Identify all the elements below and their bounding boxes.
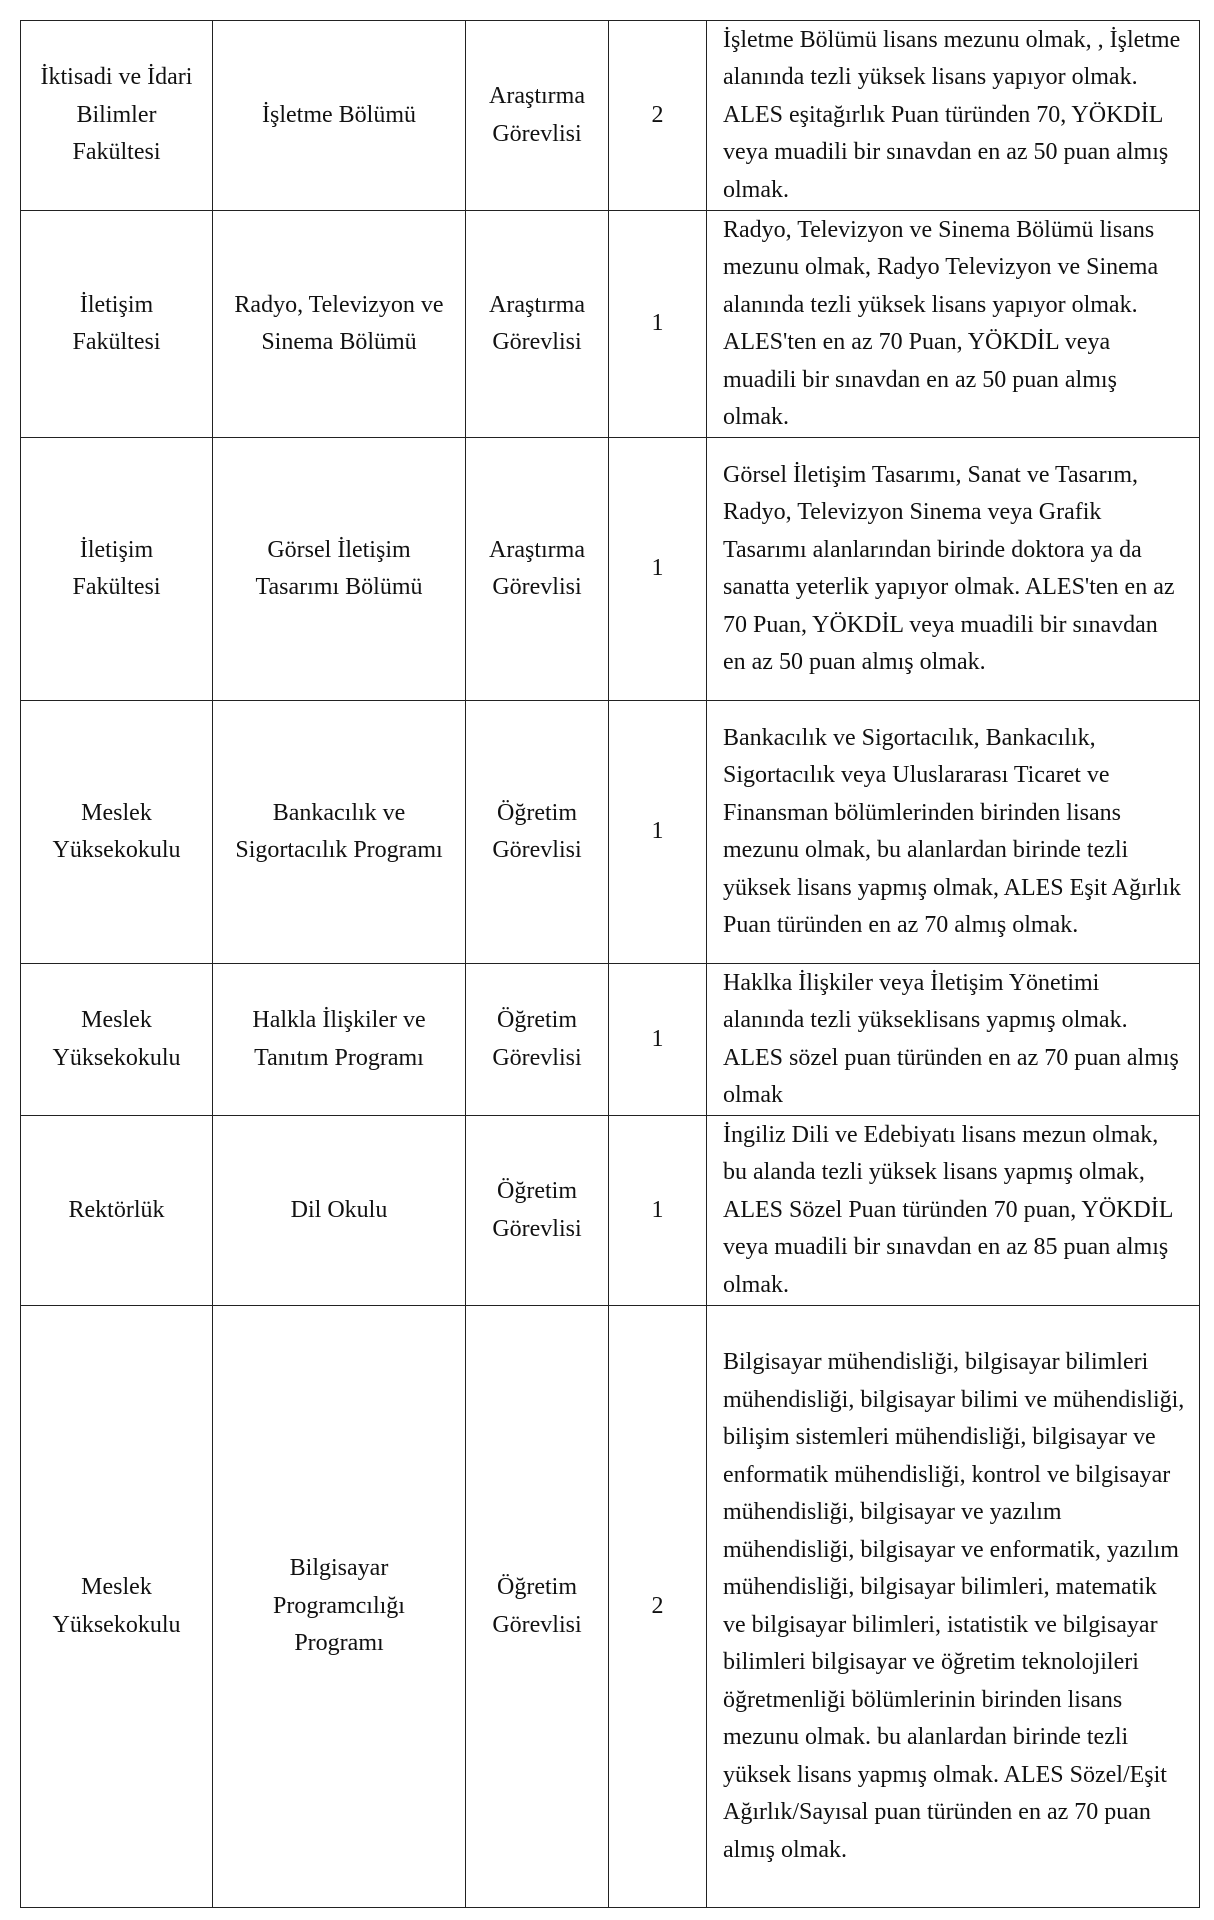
count-cell: 1 — [609, 964, 707, 1116]
title-cell: Öğretim Görevlisi — [466, 701, 609, 964]
count-cell: 1 — [609, 1116, 707, 1306]
requirements-cell: İngiliz Dili ve Edebiyatı lisans mezun olmak, bu alanda tezli yüksek lisans yapmış olmak, ALES Sözel Puan türünden 70 puan, YÖKDİL veya muadili bir sınavdan en az 85 puan almış olmak. — [707, 1116, 1200, 1306]
unit-cell: İletişim Fakültesi — [21, 211, 213, 438]
unit-cell: İletişim Fakültesi — [21, 438, 213, 701]
department-cell: İşletme Bölümü — [213, 21, 466, 211]
count-cell: 2 — [609, 21, 707, 211]
positions-table — [20, 20, 1200, 1908]
requirements-cell: Bankacılık ve Sigortacılık, Bankacılık, Sigortacılık veya Uluslararası Ticaret ve Finansman bölümlerinden birinden lisans mezunu olmak, bu alanlardan birinde tezli yüksek lisans yapmış olmak, ALES Eşit Ağırlık Puan türünden en az 70 almış olmak. — [707, 701, 1200, 964]
department-cell: Radyo, Televizyon ve Sinema Bölümü — [213, 211, 466, 438]
title-cell: Araştırma Görevlisi — [466, 438, 609, 701]
title-cell: Öğretim Görevlisi — [466, 1306, 609, 1908]
table-row — [21, 1116, 1200, 1306]
requirements-cell: Görsel İletişim Tasarımı, Sanat ve Tasarım, Radyo, Televizyon Sinema veya Grafik Tasarımı alanlarından birinde doktora ya da sanatta yeterlik yapıyor olmak. ALES'ten en az 70 Puan, YÖKDİL veya muadili bir sınavdan en az 50 puan almış olmak. — [707, 438, 1200, 701]
title-cell: Öğretim Görevlisi — [466, 1116, 609, 1306]
unit-cell: Rektörlük — [21, 1116, 213, 1306]
department-cell: Görsel İletişim Tasarımı Bölümü — [213, 438, 466, 701]
table-row — [21, 211, 1200, 438]
requirements-cell: İşletme Bölümü lisans mezunu olmak, , İşletme alanında tezli yüksek lisans yapıyor olmak. ALES eşitağırlık Puan türünden 70, YÖKDİL veya muadili bir sınavdan en az 50 puan almış olmak. — [707, 21, 1200, 211]
department-cell: Bilgisayar Programcılığı Programı — [213, 1306, 466, 1908]
title-cell: Öğretim Görevlisi — [466, 964, 609, 1116]
unit-cell: Meslek Yüksekokulu — [21, 1306, 213, 1908]
title-cell: Araştırma Görevlisi — [466, 21, 609, 211]
requirements-cell: Bilgisayar mühendisliği, bilgisayar bilimleri mühendisliği, bilgisayar bilimi ve mühendisliği, bilişim sistemleri mühendisliği, bilgisayar ve enformatik mühendisliği, kontrol ve bilgisayar mühendisliği, bilgisayar ve yazılım mühendisliği, bilgisayar ve enformatik, yazılım mühendisliği, bilgisayar bilimleri, matematik ve bilgisayar bilimleri, istatistik ve bilgisayar bilimleri bilgisayar ve öğretim teknolojileri öğretmenliği bölümlerinin birinden lisans mezunu olmak. bu alanlardan birinde tezli yüksek lisans yapmış olmak. ALES Sözel/Eşit Ağırlık/Sayısal puan türünden en az 70 puan almış olmak. — [707, 1306, 1200, 1908]
title-cell: Araştırma Görevlisi — [466, 211, 609, 438]
requirements-cell: Radyo, Televizyon ve Sinema Bölümü lisans mezunu olmak, Radyo Televizyon ve Sinema alanında tezli yüksek lisans yapıyor olmak. ALES'ten en az 70 Puan, YÖKDİL veya muadili bir sınavdan en az 50 puan almış olmak. — [707, 211, 1200, 438]
table-row — [21, 964, 1200, 1116]
count-cell: 1 — [609, 701, 707, 964]
table-row — [21, 438, 1200, 701]
department-cell: Halkla İlişkiler ve Tanıtım Programı — [213, 964, 466, 1116]
table-row — [21, 1306, 1200, 1908]
unit-cell: İktisadi ve İdari Bilimler Fakültesi — [21, 21, 213, 211]
requirements-cell: Haklka İlişkiler veya İletişim Yönetimi alanında tezli yükseklisans yapmış olmak. ALES sözel puan türünden en az 70 puan almış olmak — [707, 964, 1200, 1116]
department-cell: Bankacılık ve Sigortacılık Programı — [213, 701, 466, 964]
unit-cell: Meslek Yüksekokulu — [21, 964, 213, 1116]
department-cell: Dil Okulu — [213, 1116, 466, 1306]
unit-cell: Meslek Yüksekokulu — [21, 701, 213, 964]
count-cell: 1 — [609, 211, 707, 438]
table-row — [21, 21, 1200, 211]
table-row — [21, 701, 1200, 964]
count-cell: 2 — [609, 1306, 707, 1908]
count-cell: 1 — [609, 438, 707, 701]
